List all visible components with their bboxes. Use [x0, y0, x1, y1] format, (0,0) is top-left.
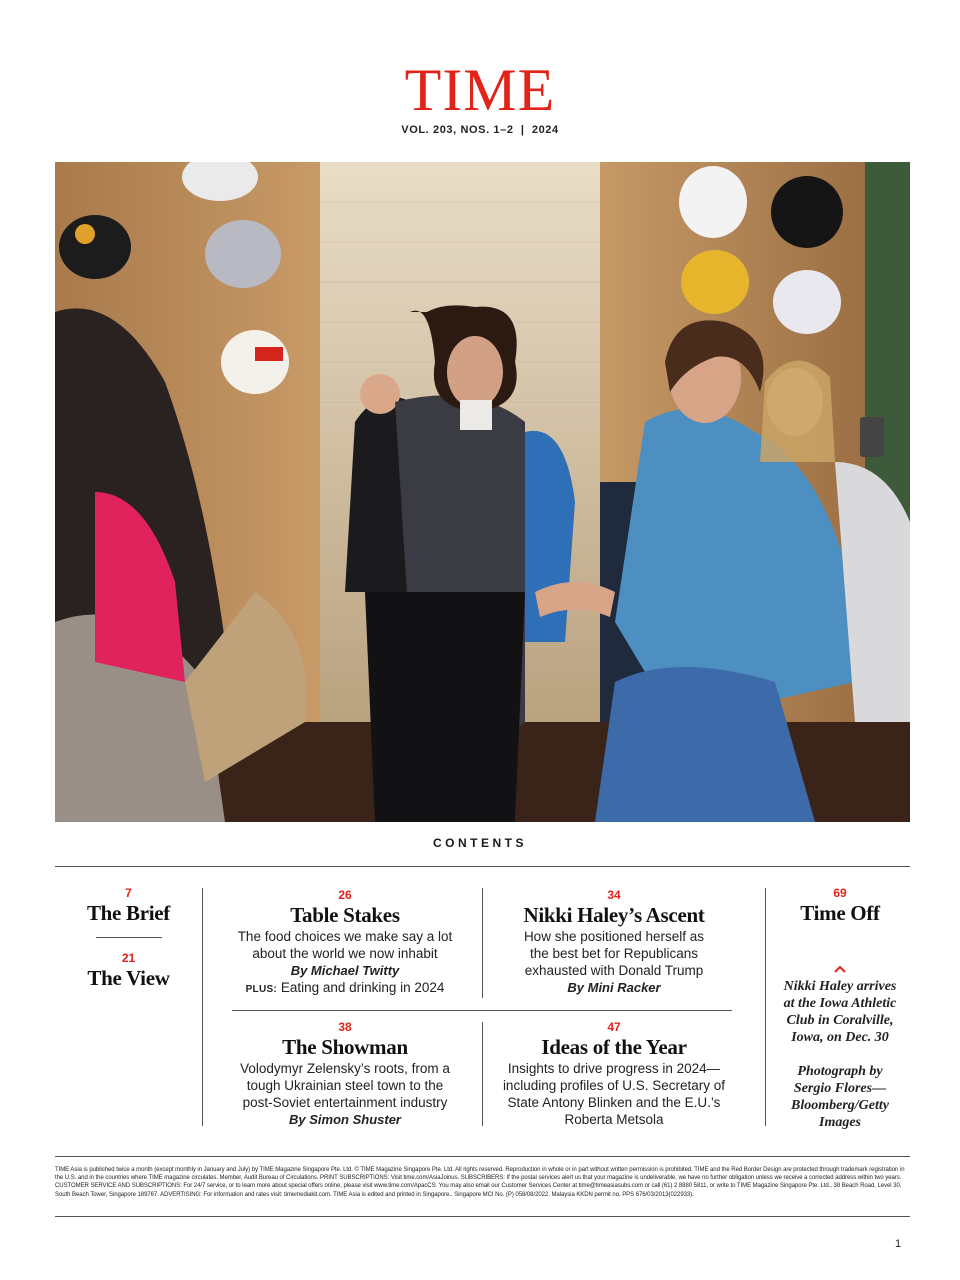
contents-label: CONTENTS: [433, 836, 527, 850]
plus-line: PLUS: Eating and drinking in 2024: [245, 980, 445, 995]
fine-print: TIME Asia is published twice a month (except monthly in January and July) by TIME Magazine Singapore Pte. Ltd. © TIME Magazine Singapore Pte. Ltd. All rights reserved. Reproduction in whole or in part without written permission is prohibited. TIME and the Red Border Design are protected through trademark registration in the U.S. and in the countries where TIME magazine circulates. Member, Audit Bureau of Circulations. PRINT SUBSCRIPTIONS: Visit time.com/AsiaJoinus. SUBSCRIBERS: If the postal services alert us that your magazine is undeliverable, we have no further obligation unless we receive a corrected address within two years. CUSTOMER SERVICE AND SUBSCRIPTIONS: For 24/7 service, or to learn more about special offers online, please visit www.time.com/ApacCS. You may also email our Customer Services Center at time@timeasiasubs.com or call (61) 2 8880 5811, or write to TIME Magazine Singapore Pte. Ltd., 38 Beach Road, Level 30, South Beach Tower, Singapore 189767. ADVERTISING: For information and rates visit: timemediakit.com. TIME Asia is edited and printed in Singapore.. Singapore MCI No. (P) 058/08/2022. Malaysia KKDN permit no. PPS 676/03/2013(022933).: [55, 1167, 905, 1198]
title-table-stakes: Table Stakes: [290, 903, 400, 927]
page-number-showman: 38: [338, 1020, 352, 1034]
divider-mid-bottom: [482, 1022, 483, 1126]
title-the-brief: The Brief: [86, 901, 171, 925]
photo-credit: Photograph by Sergio Flores— Bloomberg/Getty Images: [791, 1064, 889, 1130]
page-number: 1: [895, 1238, 902, 1250]
byline-the-showman: By Simon Shuster: [289, 1112, 401, 1127]
photo-caption: Nikki Haley arrives at the Iowa Athletic Club in Coralville, Iowa, on Dec. 30 Photograph by Sergio Flores— Bloomberg/Getty Images: [772, 978, 908, 1131]
divider-brief-view: [96, 937, 162, 938]
section-time-off[interactable]: [770, 886, 910, 926]
section-table-stakes[interactable]: [210, 888, 480, 998]
footer-top-rule: [55, 1156, 910, 1157]
page-number-brief: 7: [125, 886, 132, 900]
page-number-table-stakes: 26: [338, 888, 352, 902]
byline-nikki-haley: By Mini Racker: [567, 980, 661, 995]
section-the-showman[interactable]: [210, 1020, 480, 1128]
desc-nikki-haley: How she positioned herself as the best bet for Republicans exhausted with Donald Trump: [523, 929, 705, 978]
divider-left: [202, 888, 203, 1126]
cover-photo: [55, 162, 910, 822]
volume-line: VOL. 203, NOS. 1–2 | 2024: [401, 124, 559, 136]
title-nikki-haley: Nikki Haley’s Ascent: [523, 903, 705, 927]
desc-the-showman: Volodymyr Zelensky’s roots, from a tough Ukrainian steel town to the post-Soviet entertainment industry: [240, 1061, 450, 1110]
byline-table-stakes: By Michael Twitty: [290, 963, 400, 978]
page-number-view: 21: [121, 951, 136, 965]
title-the-showman: The Showman: [282, 1035, 408, 1059]
section-ideas-of-the-year[interactable]: [484, 1020, 744, 1128]
title-time-off: Time Off: [800, 901, 880, 925]
section-the-brief[interactable]: [55, 886, 202, 926]
page-number-haley: 34: [607, 888, 621, 902]
contents-top-rule: [55, 866, 910, 867]
divider-horizontal: [232, 1010, 732, 1011]
masthead: [0, 57, 960, 136]
divider-right: [765, 888, 766, 1126]
title-the-view: The View: [87, 966, 170, 990]
title-ideas-of-the-year: Ideas of the Year: [541, 1035, 687, 1059]
desc-ideas-of-the-year: Insights to drive progress in 2024— including profiles of U.S. Secretary of State Antony Blinken and the E.U.’s Roberta Metsola: [502, 1061, 726, 1127]
photo-illustration: [55, 162, 910, 822]
desc-table-stakes: The food choices we make say a lot about the world we now inhabit: [237, 929, 453, 961]
page-number-time-off: 69: [833, 886, 847, 900]
divider-mid-top: [482, 888, 483, 998]
time-logo: TIME: [404, 57, 556, 123]
footer-bottom-rule: [55, 1216, 910, 1217]
section-the-view[interactable]: [55, 951, 202, 991]
caret-up-icon: [832, 962, 848, 976]
section-nikki-haley[interactable]: [484, 888, 744, 996]
page-number-ideas: 47: [607, 1020, 621, 1034]
